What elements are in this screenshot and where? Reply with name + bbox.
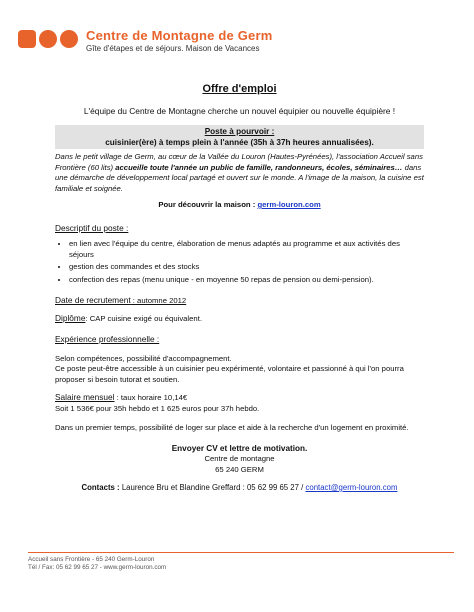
description-part1: Dans le petit village de Germ, au cœur de la Vallée du Louron (Hautes-Pyrénées), l'association Accueil sans Frontière (60 lits) [55, 152, 423, 172]
house-link-line [55, 200, 424, 211]
experience-heading: Expérience professionnelle : [55, 334, 160, 344]
address-line2: 65 240 GERM [215, 464, 264, 474]
contacts-label: Contacts : [81, 483, 120, 492]
job-offer [55, 84, 424, 494]
brand [86, 28, 273, 53]
diploma [55, 313, 424, 325]
footer-line2: Tél / Fax: 05 62 99 65 27 - www.germ-louron.com [28, 564, 167, 571]
description [55, 152, 424, 194]
diploma-label: Diplôme [55, 312, 86, 323]
housing-text: Dans un premier temps, possibilité de loger sur place et aide à la recherche d'un logement en proximité. [55, 423, 409, 432]
org-tagline: Gîte d'étapes et de séjours. Maison de Vacances [86, 44, 260, 53]
description-part2: dans une démarche de développement local partagé et ouvert sur le monde. A l'image de la maison, la cuisine est familiale et soignée. [55, 162, 424, 193]
salary-detail: Soit 1 536€ pour 35h hebdo et 1 625 euros pour 37h hebdo. [55, 403, 260, 413]
list-item: • en lien avec l'équipe du centre, élaboration de menus adaptés au programme et aux activités des séjours [69, 239, 424, 260]
recruitment-date-value: : automne 2012 [130, 296, 187, 305]
recruitment-date [55, 295, 424, 307]
intro-text: L'équipe du Centre de Montagne cherche un nouvel équipier ou nouvelle équipière ! [83, 105, 396, 116]
send-cv-text: Envoyer CV et lettre de motivation. [171, 443, 308, 453]
list-item: • gestion des commandes et des stocks [69, 262, 424, 273]
position-label: Poste à pourvoir : [204, 127, 275, 136]
position-text: cuisinier(ère) à temps plein à l'année (35h à 37h heures annualisées). [105, 138, 374, 147]
job-description-heading: Descriptif du poste : [55, 222, 129, 233]
experience-line2: Ce poste peut-être accessible à un cuisinier peu expérimenté, volontaire et passionné à qui l'on pourra proposer si besoin tutorat et soutien. [55, 364, 404, 384]
email-link[interactable]: contact@germ-louron.com [305, 483, 398, 492]
description-bold: accueille toute l'année un public de famille, randonneurs, écoles, séminaires… [115, 162, 403, 172]
contacts-text: Laurence Bru et Blandine Greffard : 05 62 99 65 27 / [119, 483, 306, 492]
logo-icon [18, 30, 80, 54]
contacts [55, 483, 424, 494]
recruitment-date-label: Date de recrutement [55, 295, 131, 305]
diploma-value: : CAP cuisine exigé ou équivalent. [85, 313, 202, 323]
address-line1: Centre de montagne [204, 454, 275, 463]
page-title: Offre d'emploi [202, 83, 277, 95]
position-box [55, 125, 424, 149]
job-description-list [55, 239, 424, 285]
salary-rate: : taux horaire 10,14€ [114, 393, 188, 402]
house-link-label: Pour découvrir la maison : [158, 200, 258, 209]
org-name: Centre de Montagne de Germ [86, 28, 273, 43]
footer-line1: Accueil sans Frontière - 65 240 Germ-Louron [28, 556, 155, 563]
footer [28, 552, 454, 572]
list-item: • confection des repas (menu unique - en moyenne 50 repas de pension ou demi-pension). [69, 275, 424, 286]
footer-divider [28, 552, 454, 553]
salary-label: Salaire mensuel [55, 392, 115, 402]
salary [55, 392, 424, 404]
experience-line1: Selon compétences, possibilité d'accompagnement. [55, 353, 232, 363]
website-link[interactable]: germ-louron.com [257, 200, 321, 209]
